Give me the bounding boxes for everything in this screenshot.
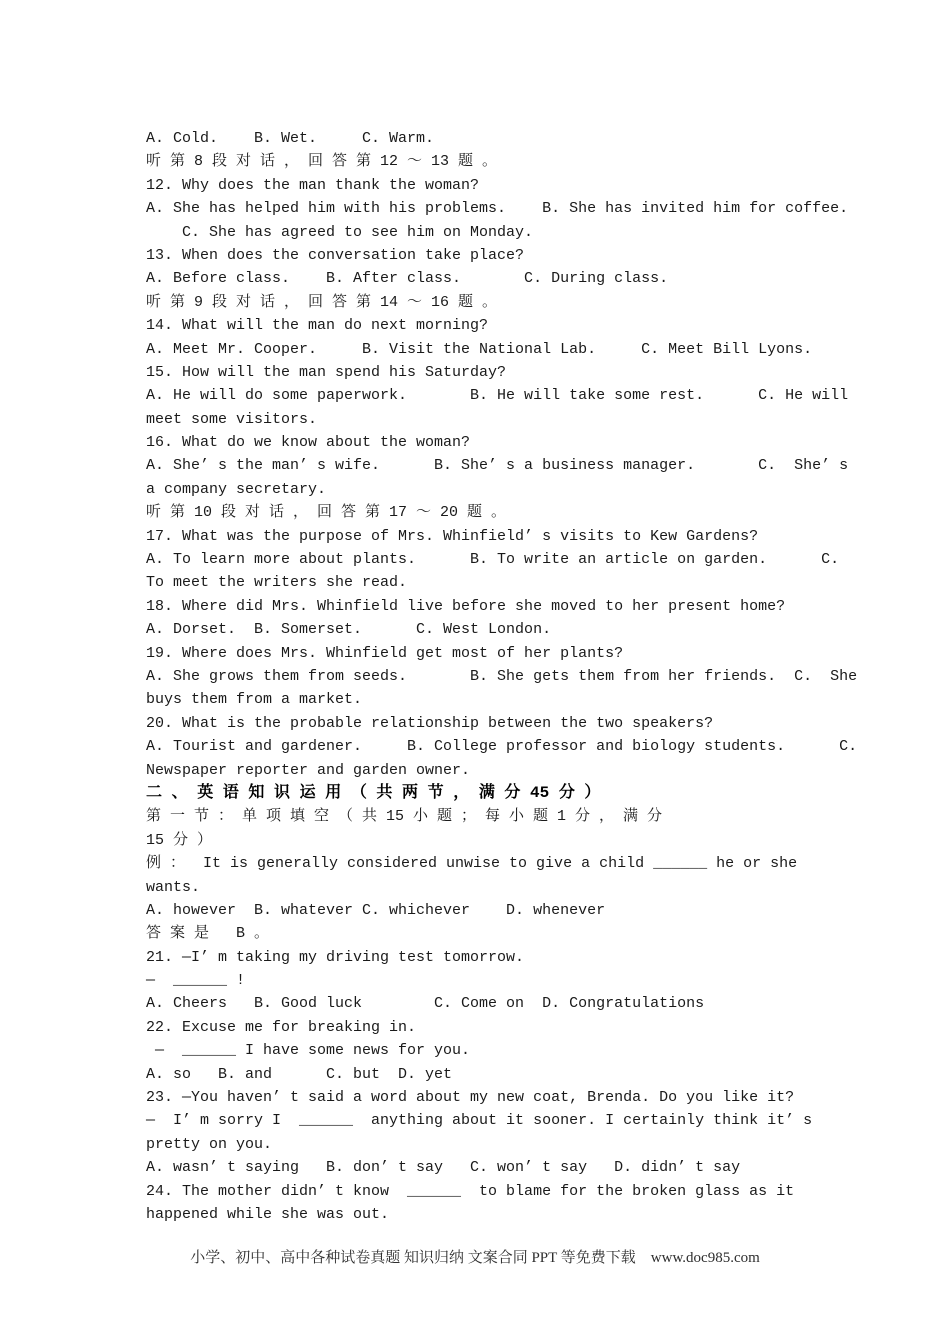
text-line: A. Meet Mr. Cooper. B. Visit the National Lab. C. Meet Bill Lyons. bbox=[146, 340, 813, 358]
text-line: 第 一 节 ： 单 项 填 空 （ 共 15 小 题 ； 每 小 题 1 分 ， 满 分 bbox=[146, 808, 663, 826]
text-line: 23. —You haven’ t said a word about my new coat, Brenda. Do you like it? bbox=[146, 1089, 795, 1107]
text-line: 例 ： It is generally considered unwise to give a child ______ he or she bbox=[146, 855, 798, 873]
footer-spacer bbox=[640, 1250, 648, 1266]
text-line: A. She’ s the man’ s wife. B. She’ s a business manager. C. She’ s bbox=[146, 457, 849, 475]
text-line: A. Before class. B. After class. C. During class. bbox=[146, 270, 669, 288]
text-line: 13. When does the conversation take place? bbox=[146, 246, 525, 264]
text-line: A. She grows them from seeds. B. She gets them from her friends. C. She bbox=[146, 667, 858, 685]
text-line: meet some visitors. bbox=[146, 410, 318, 428]
text-line: A. Dorset. B. Somerset. C. West London. bbox=[146, 621, 552, 639]
text-line: C. She has agreed to see him on Monday. bbox=[146, 223, 534, 241]
text-line: 19. Where does Mrs. Whinfield get most of her plants? bbox=[146, 644, 624, 662]
text-line: — ______ I have some news for you. bbox=[146, 1042, 471, 1060]
text-line: A. He will do some paperwork. B. He will take some rest. C. He will bbox=[146, 387, 849, 405]
text-line: A. Cold. B. Wet. C. Warm. bbox=[146, 130, 435, 147]
text-line: A. so B. and C. but D. yet bbox=[146, 1065, 453, 1083]
text-line: A. wasn’ t saying B. don’ t say C. won’ t say D. didn’ t say bbox=[146, 1159, 741, 1177]
text-line: 22. Excuse me for breaking in. bbox=[146, 1018, 417, 1036]
text-line: 12. Why does the man thank the woman? bbox=[146, 176, 480, 194]
text-line: A. She has helped him with his problems. B. She has invited him for coffee. bbox=[146, 200, 849, 218]
text-line: To meet the writers she read. bbox=[146, 574, 408, 592]
text-line: — I’ m sorry I ______ anything about it sooner. I certainly think it’ s bbox=[146, 1112, 813, 1130]
text-line: — ______ ! bbox=[146, 972, 246, 990]
text-line: 20. What is the probable relationship between the two speakers? bbox=[146, 714, 714, 732]
text-line: 14. What will the man do next morning? bbox=[146, 317, 489, 335]
text-line: 听 第 10 段 对 话 ， 回 答 第 17 ～ 20 题 。 bbox=[146, 504, 507, 522]
text-line: 二 、 英 语 知 识 运 用 （ 共 两 节 ， 满 分 45 分 ） bbox=[146, 783, 601, 802]
footer-watermark-text: 小学、初中、高中各种试卷真题 知识归纳 文案合同 PPT 等免费下载 bbox=[190, 1250, 636, 1266]
text-line: 15. How will the man spend his Saturday? bbox=[146, 363, 507, 381]
text-line: 答 案 是 B 。 bbox=[146, 925, 270, 943]
text-line: pretty on you. bbox=[146, 1135, 273, 1153]
text-line: buys them from a market. bbox=[146, 691, 363, 709]
text-line: 24. The mother didn’ t know ______ to blame for the broken glass as it bbox=[146, 1182, 795, 1200]
text-line: happened while she was out. bbox=[146, 1205, 390, 1223]
text-line: A. however B. whatever C. whichever D. whenever bbox=[146, 901, 606, 919]
footer-site-link[interactable]: www.doc985.com bbox=[650, 1250, 760, 1266]
text-line: A. To learn more about plants. B. To write an article on garden. C. bbox=[146, 551, 840, 569]
page-footer bbox=[0, 1246, 950, 1267]
text-line: a company secretary. bbox=[146, 480, 327, 498]
text-line: A. Cheers B. Good luck C. Come on D. Congratulations bbox=[146, 995, 705, 1013]
text-line: 听 第 9 段 对 话 ， 回 答 第 14 ～ 16 题 。 bbox=[146, 293, 498, 311]
text-line: 21. —I’ m taking my driving test tomorrow. bbox=[146, 948, 525, 966]
text-line: 17. What was the purpose of Mrs. Whinfield’ s visits to Kew Gardens? bbox=[146, 527, 759, 545]
text-line: Newspaper reporter and garden owner. bbox=[146, 761, 471, 779]
text-line: 15 分 ） bbox=[146, 831, 213, 849]
text-line: 18. Where did Mrs. Whinfield live before she moved to her present home? bbox=[146, 597, 786, 615]
text-line: 16. What do we know about the woman? bbox=[146, 434, 471, 452]
document-text-block bbox=[146, 127, 858, 1226]
text-line: wants. bbox=[146, 878, 201, 896]
text-line: 听 第 8 段 对 话 ， 回 答 第 12 ～ 13 题 。 bbox=[146, 153, 498, 171]
text-line: A. Tourist and gardener. B. College professor and biology students. C. bbox=[146, 738, 858, 756]
